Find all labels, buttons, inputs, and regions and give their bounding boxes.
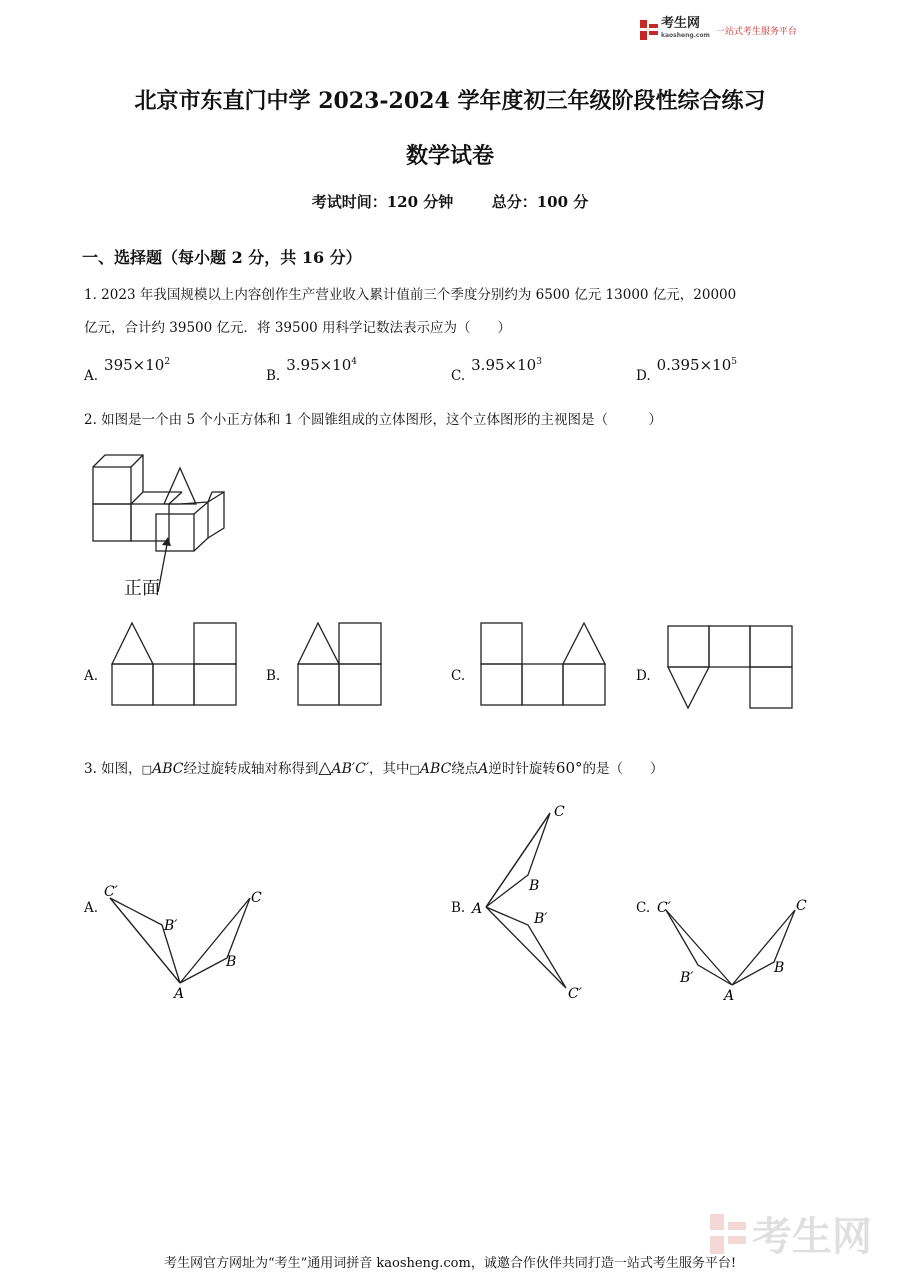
label-b-prime: B′ <box>164 918 178 934</box>
question-1-line1: 1. 2023 年我国规模以上内容创作生产营业收入累计值前三个季度分别约为 6500 亿元 13000 亿元，20000 <box>84 287 737 303</box>
section-heading: 一、选择题（每小题 2 分，共 16 分） <box>82 248 362 267</box>
label-b-prime: B′ <box>680 970 694 986</box>
label-c: C <box>251 890 262 906</box>
q3-option-c[interactable] <box>652 890 812 1005</box>
q2-option-d-label: D. <box>636 668 651 684</box>
q3-option-a[interactable] <box>100 880 270 1005</box>
total-score: 总分：100 分 <box>491 193 589 211</box>
logo-url: kaosheng.com <box>661 32 710 39</box>
logo-slogan: 一站式考生服务平台 <box>715 26 797 37</box>
label-a: A <box>472 901 483 917</box>
question-1-line2: 亿元，合计约 39500 亿元．将 39500 用科学记数法表示应为（ ） <box>84 320 512 336</box>
label-a: A <box>724 988 735 1004</box>
label-b: B <box>529 878 540 894</box>
q3-option-c-label: C. <box>636 900 651 916</box>
label-c-prime: C′ <box>104 884 118 900</box>
logo-name: 考生网 <box>661 16 701 31</box>
q2-option-c[interactable] <box>480 622 608 708</box>
page-footer: 考生网官方网址为“考生”通用词拼音 kaosheng.com，诚邀合作伙伴共同打造一站式考生服务平台! <box>163 1256 737 1271</box>
watermark-logo-icon <box>710 1214 746 1254</box>
q2-option-d[interactable] <box>667 625 795 711</box>
watermark-text: 考生网 <box>752 1214 872 1260</box>
q2-option-c-label: C. <box>451 668 466 684</box>
q1-option-c[interactable]: $C.3.95\times 10^3$ <box>451 356 542 384</box>
q2-option-a-label: A. <box>84 668 99 684</box>
q2-option-b[interactable] <box>297 622 385 708</box>
q1-option-d[interactable]: $D.0.395\times 10^5$ <box>636 356 737 384</box>
label-b: B <box>774 960 785 976</box>
q2-option-a[interactable] <box>111 622 239 708</box>
question-3: 3. 如图，□ABC经过旋转成轴对称得到△AB′C′，其中□ABC绕点A逆时针旋转60°的是（ ） <box>84 758 664 778</box>
header-logo <box>640 18 797 42</box>
logo-icon <box>640 20 658 40</box>
exam-info <box>0 191 900 212</box>
label-b-prime: B′ <box>534 911 548 927</box>
q3-option-b[interactable] <box>470 800 590 1005</box>
label-c-prime: C′ <box>568 986 582 1002</box>
question-1 <box>84 279 814 345</box>
label-c: C <box>796 898 807 914</box>
label-b: B <box>226 954 237 970</box>
page-subtitle: 数学试卷 <box>405 143 494 169</box>
exam-time: 考试时间：120 分钟 <box>311 193 454 211</box>
q2-option-b-label: B. <box>266 668 281 684</box>
q2-solid-figure <box>90 452 230 552</box>
q3-option-b-label: B. <box>451 900 466 916</box>
label-c: C <box>554 804 565 820</box>
front-label: 正面 <box>124 578 160 599</box>
page-title: 北京市东直门中学 2023-2024 学年度初三年级阶段性综合练习 <box>134 88 766 114</box>
label-c-prime: C′ <box>657 900 671 916</box>
q1-option-b[interactable]: $B.3.95\times 10^4$ <box>266 356 358 384</box>
label-a: A <box>174 986 185 1002</box>
question-2: 2. 如图是一个由 5 个小正方体和 1 个圆锥组成的立体图形，这个立体图形的主视图是（ ） <box>84 412 663 428</box>
q3-option-a-label: A. <box>84 900 99 916</box>
q1-option-a[interactable]: $A.395\times 10^2$ <box>84 356 171 384</box>
